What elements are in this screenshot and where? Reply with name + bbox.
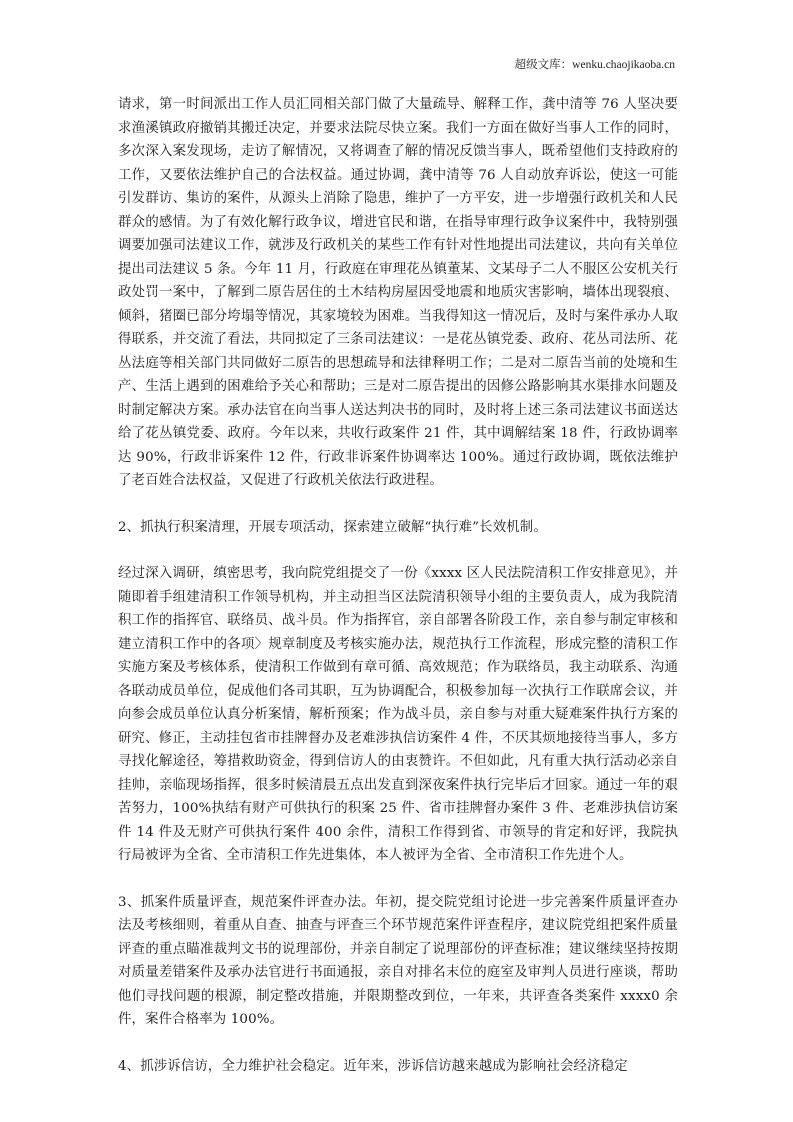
page-header-source: 超级文库：wenku.chaojikaoba.cn [514,59,675,71]
paragraph-administrative-coordination: 请求，第一时间派出工作人员汇同相关部门做了大量疏导、解释工作，龚中清等 76 人坚决要求渔溪镇政府撤销其搬迁决定，并要求法院尽快立案。我们一方面在做好当事人工作的同时，多次深入案发现场，走访了解情况，又将调查了解的情况反馈当事人，既希望他们支持政府的工作，又要依法维护自己的合法权益。通过协调，龚中清等 76 人自动放弃诉讼，使这一可能引发群访、集访的案件，从源头上消除了隐患，维护了一方平安，进一步增强行政机关和人民群众的感情。为了有效化解行政争议，增进官民和谐，在指导审理行政争议案件中，我特别强调要加强司法建议工作，就涉及行政机关的某些工作有针对性地提出司法建议，共向有关单位提出司法建议 5 条。今年 11 月，行政庭在审理花丛镇董某、文某母子二人不服区公安机关行政处罚一案中，了解到二原告居住的土木结构房屋因受地震和地质灾害影响，墙体出现裂痕、倾斜，猪圈已部分垮塌等情况，其家境较为困难。当我得知这一情况后，及时与案件承办人取得联系，并交流了看法，共同拟定了三条司法建议：一是花丛镇党委、政府、花丛司法所、花丛法庭等相关部门共同做好二原告的思想疏导和法律释明工作；二是对二原告当前的处境和生产、生活上遇到的困难给予关心和帮助；三是对二原告提出的因修公路影响其水渠排水问题及时制定解决方案。承办法官在向当事人送达判决书的同时，及时将上述三条司法建议书面送达给了花丛镇党委、政府。今年以来，共收行政案件 21 件，其中调解结案 18 件，行政协调率达 90%，行政非诉案件 12 件，行政非诉案件协调率达 100%。通过行政协调，既依法维护了老百姓合法权益，又促进了行政机关依法行政进程。 [118,97,678,488]
document-body [118,93,678,1101]
paragraph-petition-stability: 4、抓涉诉信访，全力维护社会稳定。近年来，涉诉信访越来越成为影响社会经济稳定 [118,1058,628,1074]
paragraph-enforcement-backlog: 经过深入调研，缜密思考，我向院党组提交了一份《xxxx 区人民法院清积工作安排意见》，并随即着手组建清积工作领导机构，并主动担当区法院清积领导小组的主要负责人，成为我院清积工作的指挥官、联络员、战斗员。作为指挥官，亲自部署各阶段工作，亲自参与制定审核和建立清积工作中的各项〉规章制度及考核实施办法，规范执行工作流程，形成完整的清积工作实施方案及考核体系，使清积工作做到有章可循、高效规范；作为联络员，我主动联系、沟通各联动成员单位，促成他们各司其职，互为协调配合，积极参加每一次执行工作联席会议，并向参会成员单位认真分析案情，解析预案；作为战斗员，亲自参与对重大疑难案件执行方案的研究、修正，主动挂包省市挂牌督办及老难涉执信访案件 4 件，不厌其烦地接待当事人，多方寻找化解途径，筹措救助资金，得到信访人的由衷赞许。不但如此，凡有重大执行活动必亲自挂帅，亲临现场指挥，很多时候清晨五点出发直到深夜案件执行完毕后才回家。通过一年的艰苦努力，100%执结有财产可供执行的积案 25 件、省市挂牌督办案件 3 件、老难涉执信访案件 14 件及无财产可供执行案件 400 余件，清积工作得到省、市领导的肯定和好评，我院执行局被评为全省、全市清积工作先进集体，本人被评为全省、全市清积工作先进个人。 [118,566,678,863]
paragraph-case-quality-review: 3、抓案件质量评查，规范案件评查办法。年初，提交院党组讨论进一步完善案件质量评查办法及考核细则，着重从自查、抽查与评查三个环节规范案件评查程序，建议院党组把案件质量评查的重点瞄准裁判文书的说理部份，并亲自制定了说理部份的评查标准；建议继续坚持按期对质量差错案件及承办法官进行书面通报，亲自对排名末位的庭室及审判人员进行座谈，帮助他们寻找问题的根源，制定整改措施，并限期整改到位，一年来，共评查各类案件 xxxx0 余件，案件合格率为 100%。 [118,894,678,1027]
section-heading-enforcement-backlog: 2、抓执行积案清理，开展专项活动，探索建立破解“执行难”长效机制。 [118,519,547,535]
